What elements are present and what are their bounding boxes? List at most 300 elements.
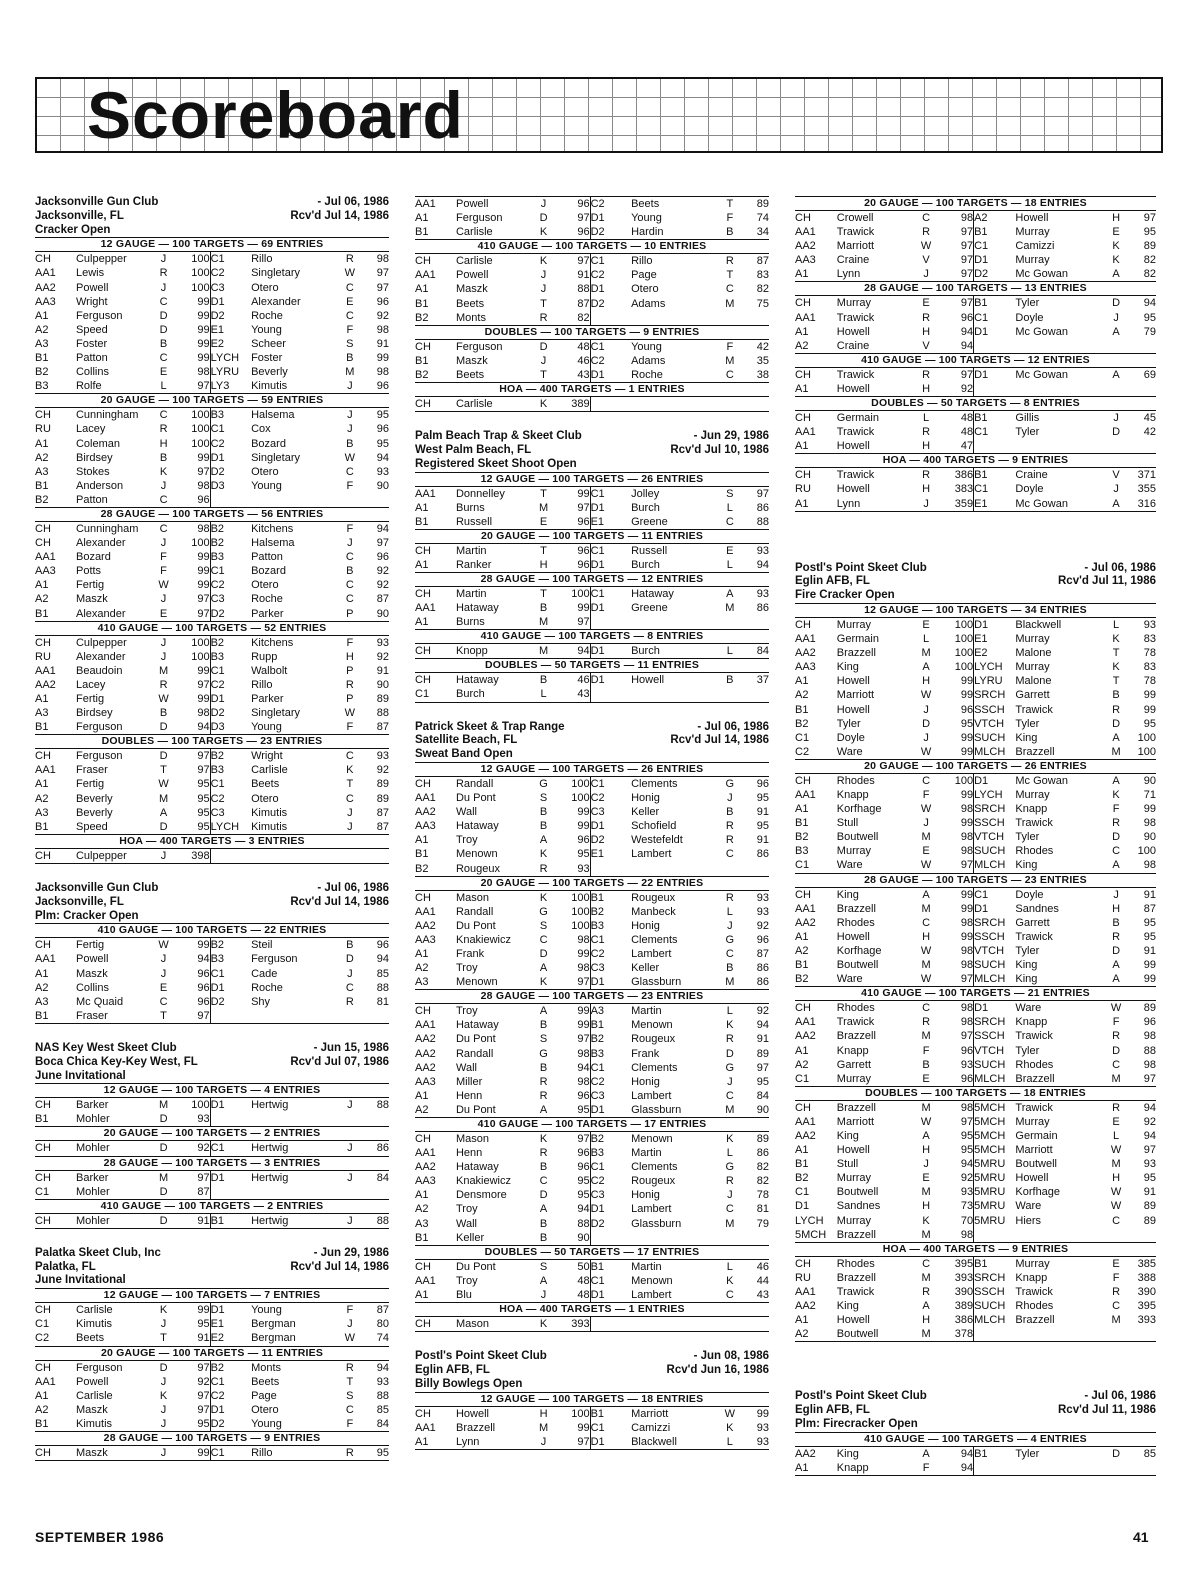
class-code: AA1: [415, 1019, 436, 1032]
class-code: SUCH: [974, 1058, 1016, 1072]
score: 99: [577, 602, 590, 615]
shooter-name: Lewis: [75, 267, 105, 280]
score: 43: [577, 688, 590, 701]
class-code: A1: [415, 947, 429, 960]
class-code: LYRU: [974, 674, 1016, 688]
shooter-name: Carlisle: [75, 1389, 113, 1402]
result-row: [415, 673, 769, 687]
shooter-initial: J: [727, 1189, 733, 1202]
shooter-name: Rolfe: [75, 380, 102, 393]
score: 96: [960, 703, 974, 716]
score: 99: [197, 451, 210, 464]
shooter-initial: W: [344, 267, 356, 280]
shoot-name: Cracker Open: [35, 223, 111, 236]
result-row: [415, 1075, 769, 1089]
shooter-name: Mohler: [75, 1142, 110, 1155]
shooter-initial: D: [159, 750, 168, 763]
shooter-initial: G: [539, 777, 548, 790]
score: 93: [756, 587, 769, 600]
shooter-initial: M: [158, 1099, 169, 1112]
shooter-initial: E: [922, 845, 930, 858]
result-row: [35, 465, 389, 479]
class-code: C2: [590, 791, 631, 805]
club-header-line: [795, 589, 1156, 603]
class-code: C2: [590, 947, 631, 961]
event-block: [415, 196, 769, 239]
shooter-name: Hertwig: [251, 1214, 289, 1227]
class-code: B1: [415, 1231, 429, 1244]
class-code: B3: [210, 763, 251, 777]
shooter-name: Boutwell: [1015, 1158, 1057, 1171]
shooter-initial: B: [726, 962, 734, 975]
club-name: Jacksonville Gun Club: [35, 881, 159, 894]
shooter-initial: D: [159, 721, 168, 734]
shooter-initial: J: [347, 820, 353, 833]
shooter-initial: R: [345, 678, 354, 691]
class-code: D3: [210, 720, 251, 734]
score: 98: [960, 1101, 974, 1114]
class-code: E2: [210, 337, 251, 351]
class-code: C2: [210, 578, 251, 592]
score: 398: [191, 849, 210, 862]
shooter-initial: W: [920, 689, 932, 702]
shooter-name: Scheer: [251, 337, 286, 350]
result-row: [415, 1407, 769, 1421]
score: 99: [376, 352, 389, 365]
class-code: C3: [210, 592, 251, 606]
class-code: C1: [590, 933, 631, 947]
score: 87: [577, 297, 590, 310]
shooter-initial: C: [922, 1002, 931, 1015]
result-row: [35, 1098, 389, 1112]
shooter-initial: D: [159, 1113, 168, 1126]
result-row: [35, 636, 389, 650]
shooter-initial: L: [540, 688, 547, 701]
score: 37: [756, 674, 769, 687]
result-row: [795, 830, 1156, 844]
result-row: [795, 425, 1156, 439]
results-table: [35, 252, 389, 393]
shooter-initial: D: [539, 1189, 548, 1202]
shooter-initial: V: [1112, 469, 1120, 482]
event-title: 410 GAUGE — 100 TARGETS — 4 ENTRIES: [795, 1433, 1156, 1447]
shooter-name: Germain: [836, 633, 879, 646]
shooter-initial: K: [159, 1389, 168, 1402]
shooter-initial: J: [347, 380, 353, 393]
score: 92: [960, 1172, 974, 1185]
shooter-initial: B: [1112, 916, 1120, 929]
shooter-initial: [1107, 439, 1126, 453]
shooter-name: Howell: [1015, 1172, 1049, 1185]
class-code: LYCH: [974, 660, 1016, 674]
shooter-name: Honig: [631, 1075, 660, 1088]
score: 93: [1143, 618, 1156, 631]
event-block: [35, 1431, 389, 1460]
result-row: [415, 1146, 769, 1160]
score: 91: [1143, 944, 1156, 957]
result-row: [35, 820, 389, 834]
results-table: [35, 1361, 389, 1431]
class-code: AA1: [795, 226, 816, 239]
shooter-initial: J: [347, 806, 353, 819]
shooter-name: Murray: [836, 845, 872, 858]
class-code: C1: [974, 425, 1016, 439]
score: 98: [960, 845, 974, 858]
class-code: C2: [35, 1332, 50, 1345]
class-code: C1: [795, 859, 810, 872]
shooter-initial: J: [160, 636, 167, 649]
shooter-name: Steil: [251, 939, 273, 952]
shooter-initial: P: [346, 693, 354, 706]
score: 88: [376, 707, 389, 720]
score: 100: [571, 891, 590, 904]
class-code: B3: [210, 650, 251, 664]
result-row: [35, 678, 389, 692]
result-row: [415, 1103, 769, 1117]
score: 86: [756, 976, 769, 989]
result-row: [795, 1461, 1156, 1475]
event-title: 12 GAUGE — 100 TARGETS — 26 ENTRIES: [415, 763, 769, 777]
score: 85: [376, 1403, 389, 1416]
result-row: [795, 468, 1156, 482]
club-section: [415, 1350, 769, 1458]
shooter-name: Cunningham: [75, 522, 139, 535]
shooter-name: Maszk: [455, 283, 488, 296]
score: 99: [197, 579, 210, 592]
score: 96: [960, 1044, 974, 1057]
shooter-initial: B: [539, 674, 548, 687]
shooter-initial: R: [1112, 1285, 1121, 1298]
shooter-initial: J: [540, 1435, 547, 1448]
score: 82: [756, 283, 769, 296]
class-code: B1: [974, 296, 1016, 310]
result-row: [795, 1199, 1156, 1213]
class-code: A3: [35, 337, 49, 350]
shooter-name: Henn: [455, 1147, 483, 1160]
class-code: [974, 1461, 1016, 1475]
shooter-initial: E: [922, 1072, 930, 1085]
shooter-name: Mason: [455, 1318, 490, 1331]
score: 95: [756, 820, 769, 833]
result-row: [415, 847, 769, 861]
shooter-name: Randall: [455, 777, 494, 790]
score: 316: [1137, 497, 1156, 510]
shooter-initial: A: [1112, 774, 1120, 787]
class-code: CH: [35, 1214, 51, 1227]
event-block: [795, 353, 1156, 396]
shooter-initial: C: [345, 309, 354, 322]
shooter-initial: M: [1111, 1072, 1121, 1085]
shooter-initial: H: [922, 440, 931, 453]
score: 96: [577, 226, 590, 239]
shooter-name: Bergman: [251, 1318, 296, 1331]
result-row: [415, 587, 769, 601]
shooter-name: Brazzell: [1015, 1072, 1055, 1085]
result-row: [415, 297, 769, 311]
class-code: B2: [415, 311, 429, 324]
shooter-name: Martin: [631, 1147, 662, 1160]
class-code: SRCH: [974, 916, 1016, 930]
score: 84: [756, 1089, 769, 1102]
result-row: [35, 981, 389, 995]
event-title: 410 GAUGE — 100 TARGETS — 2 ENTRIES: [35, 1200, 389, 1214]
result-row: [795, 618, 1156, 632]
club-name: NAS Key West Skeet Club: [35, 1041, 177, 1054]
score: 44: [756, 1274, 769, 1287]
shooter-name: Cox: [251, 423, 271, 436]
score: 96: [376, 423, 389, 436]
score: 97: [577, 976, 590, 989]
result-row: [415, 1260, 769, 1274]
shooter-initial: B: [346, 565, 354, 578]
shooter-name: Hardin: [631, 226, 664, 239]
class-code: MLCH: [974, 745, 1016, 759]
score: 99: [1143, 973, 1156, 986]
shooter-name: Parker: [251, 607, 284, 620]
shooter-name: Kimutis: [75, 1417, 113, 1430]
event-block: [35, 621, 389, 735]
shooter-initial: J: [1113, 888, 1119, 901]
score: [739, 397, 769, 411]
result-row: [795, 296, 1156, 310]
score: 97: [756, 1061, 769, 1074]
shoot-date: - Jun 29, 1986: [313, 1246, 389, 1259]
class-code: B3: [210, 952, 251, 966]
score: 100: [191, 437, 210, 450]
shooter-name: Murray: [836, 1072, 872, 1085]
shooter-initial: S: [726, 487, 734, 500]
score: 42: [1143, 426, 1156, 439]
score: 89: [1143, 1214, 1156, 1227]
shooter-name: Howell: [836, 703, 870, 716]
column-2: [415, 186, 769, 1464]
score: 100: [191, 636, 210, 649]
shooter-name: Rougeux: [455, 862, 501, 875]
result-row: [415, 354, 769, 368]
score: [1126, 1327, 1156, 1341]
score: 96: [577, 558, 590, 571]
shooter-name: Otero: [631, 283, 659, 296]
class-code: A2: [35, 981, 49, 994]
class-code: AA2: [415, 1047, 436, 1060]
club-header-line: [35, 224, 389, 238]
class-code: A1: [795, 382, 809, 395]
score: 99: [197, 337, 210, 350]
class-code: D1: [590, 819, 631, 833]
shooter-name: Rillo: [251, 253, 273, 266]
shooter-initial: [1107, 382, 1126, 396]
class-code: C1: [974, 311, 1016, 325]
results-table: [795, 1257, 1156, 1342]
score: 99: [197, 664, 210, 677]
score: 98: [1143, 1030, 1156, 1043]
event-title: 28 GAUGE — 100 TARGETS — 23 ENTRIES: [415, 990, 769, 1004]
result-row: [35, 379, 389, 393]
shooter-name: Powell: [75, 953, 109, 966]
shooter-name: Ferguson: [75, 750, 123, 763]
shooter-initial: M: [921, 902, 931, 915]
club-header-line: [795, 575, 1156, 589]
score: 92: [756, 919, 769, 932]
result-row: [795, 1447, 1156, 1461]
class-code: B2: [795, 831, 809, 844]
shooter-initial: J: [923, 731, 929, 744]
score: 83: [756, 269, 769, 282]
shooter-name: Du Pont: [455, 919, 496, 932]
shooter-name: [251, 493, 340, 507]
score: 89: [756, 198, 769, 210]
shooter-initial: R: [725, 255, 734, 268]
shooter-initial: K: [1112, 789, 1120, 802]
score: 100: [571, 905, 590, 918]
score: 47: [960, 440, 974, 453]
shooter-initial: K: [159, 465, 168, 478]
shooter-initial: F: [922, 1044, 930, 1057]
class-code: SRCH: [974, 802, 1016, 816]
class-code: 5MRU: [974, 1214, 1016, 1228]
shooter-name: Howell: [836, 440, 870, 453]
shooter-name: Craine: [836, 339, 870, 352]
score: 95: [1143, 226, 1156, 239]
result-row: [35, 1417, 389, 1431]
shooter-name: Marriott: [1015, 1144, 1053, 1157]
class-code: CH: [415, 1005, 431, 1018]
shooter-initial: M: [921, 1186, 931, 1199]
class-code: D1: [210, 692, 251, 706]
result-row: [35, 1317, 389, 1331]
score: 94: [756, 1019, 769, 1032]
class-code: AA2: [35, 678, 56, 691]
shooter-name: Troy: [455, 1203, 478, 1216]
shooter-initial: J: [160, 479, 167, 492]
result-row: [415, 1160, 769, 1174]
score: 96: [376, 939, 389, 952]
shooter-name: [631, 615, 720, 629]
class-code: A3: [35, 995, 49, 1008]
score: 97: [577, 616, 590, 629]
shooter-initial: R: [1112, 1030, 1121, 1043]
event-title: 12 GAUGE — 100 TARGETS — 7 ENTRIES: [35, 1289, 389, 1303]
club-name: Patrick Skeet & Trap Range: [415, 720, 565, 733]
shooter-name: Roche: [251, 309, 283, 322]
shooter-name: Trawick: [836, 469, 875, 482]
class-code: A1: [415, 501, 429, 514]
shooter-initial: G: [539, 1047, 548, 1060]
score: 86: [756, 1147, 769, 1160]
shooter-name: Hiers: [1015, 1214, 1042, 1227]
score: 99: [960, 817, 974, 830]
shooter-name: Birdsey: [75, 451, 113, 464]
shooter-name: Troy: [455, 834, 478, 847]
shooter-name: Knapp: [836, 1461, 869, 1474]
score: 99: [577, 1005, 590, 1018]
shooter-name: Murray: [1015, 254, 1050, 267]
result-row: [795, 1313, 1156, 1327]
shooter-initial: J: [347, 1142, 353, 1155]
shooter-initial: A: [539, 1005, 548, 1018]
class-code: B2: [415, 862, 429, 875]
score: 99: [1143, 689, 1156, 702]
shooter-initial: W: [920, 944, 932, 957]
section-rule: [795, 1475, 1156, 1484]
shooter-initial: M: [725, 602, 735, 615]
score: 82: [1143, 268, 1156, 281]
event-title: 12 GAUGE — 100 TARGETS — 69 ENTRIES: [35, 238, 389, 252]
class-code: B2: [415, 368, 429, 381]
class-code: CH: [35, 849, 51, 862]
class-code: A3: [35, 707, 49, 720]
score: 87: [756, 947, 769, 960]
event-block: [415, 989, 769, 1117]
result-row: [415, 862, 769, 876]
shooter-name: Keller: [631, 806, 660, 819]
class-code: A1: [415, 212, 429, 225]
class-code: VTCH: [974, 830, 1016, 844]
class-code: CH: [415, 544, 431, 557]
class-code: B3: [795, 845, 809, 858]
score: 48: [577, 340, 590, 353]
score: 74: [376, 1332, 389, 1345]
shooter-initial: A: [922, 1129, 930, 1142]
class-code: CH: [415, 587, 431, 600]
shooter-name: Russell: [455, 515, 493, 528]
class-code: AA1: [415, 1147, 436, 1160]
result-row: [35, 706, 389, 720]
event-title: 410 GAUGE — 100 TARGETS — 12 ENTRIES: [795, 354, 1156, 368]
shooter-initial: L: [726, 1260, 733, 1273]
shooter-initial: [341, 1009, 360, 1023]
result-row: [415, 1202, 769, 1216]
shooter-name: Randall: [455, 1047, 494, 1060]
class-code: C3: [210, 806, 251, 820]
shooter-initial: K: [539, 891, 548, 904]
shooter-initial: S: [539, 792, 548, 805]
result-row: [795, 717, 1156, 731]
class-code: [974, 439, 1016, 453]
shooter-name: Fraser: [75, 1009, 108, 1022]
shooter-initial: F: [346, 1417, 354, 1430]
class-code: [590, 1231, 631, 1245]
class-code: B3: [590, 1146, 631, 1160]
shooter-name: Murray: [1015, 789, 1050, 802]
shooter-name: Mc Gowan: [1015, 325, 1068, 338]
event-block: [795, 396, 1156, 453]
result-row: [795, 1044, 1156, 1058]
club-header-line: [35, 210, 389, 224]
class-code: A2: [415, 1103, 429, 1116]
shooter-initial: [1107, 1327, 1126, 1341]
score: 98: [197, 522, 210, 535]
class-code: AA2: [795, 916, 816, 929]
club-header-line: [35, 1070, 389, 1084]
shooter-initial: C: [345, 551, 354, 564]
shooter-initial: D: [159, 1361, 168, 1374]
shooter-name: [631, 687, 720, 701]
shooter-initial: L: [726, 1147, 733, 1160]
shooter-initial: S: [539, 1033, 548, 1046]
result-row: [795, 1228, 1156, 1242]
results-table: [35, 522, 389, 621]
result-row: [415, 615, 769, 629]
shooter-name: Rougeux: [631, 1033, 676, 1046]
score: 94: [376, 522, 389, 535]
shooter-name: Doyle: [1015, 483, 1044, 496]
score: 93: [376, 1375, 389, 1388]
shoot-name: Registered Skeet Shoot Open: [415, 457, 577, 470]
results-table: [35, 1446, 389, 1460]
shooter-initial: G: [725, 1161, 735, 1174]
score: 98: [376, 366, 389, 379]
